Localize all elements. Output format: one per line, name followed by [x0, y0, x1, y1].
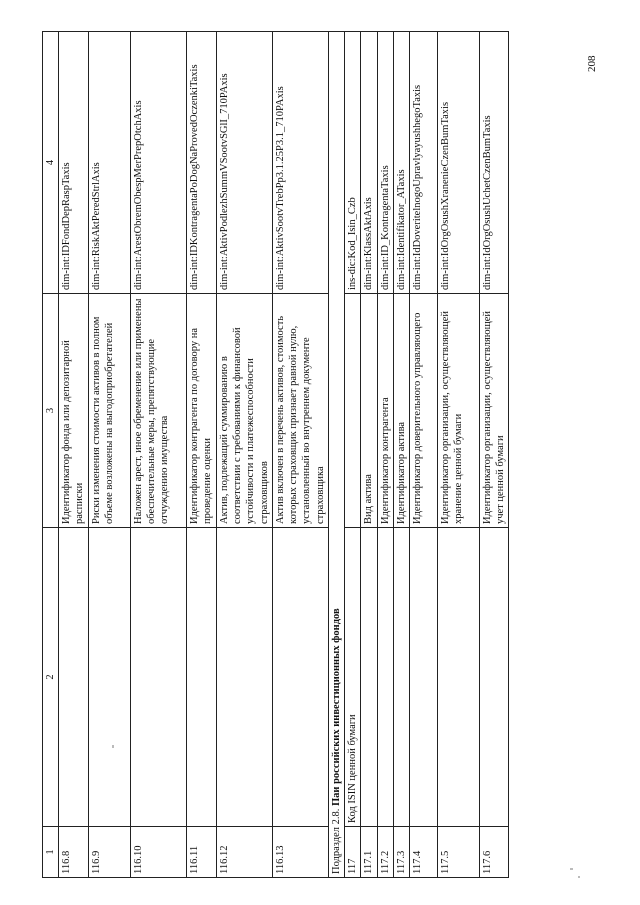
row-number: 116.9 — [89, 827, 131, 878]
row-description: Актив, подлежащий суммированию в соответствии с требованиями к финансовой устойчивости и платежеспособности страховщиков — [217, 294, 273, 528]
scan-mark — [570, 868, 573, 870]
header-col-4: 4 — [43, 32, 59, 294]
row-col-2: Код ISIN ценной бумаги — [345, 528, 361, 827]
table-row — [479, 32, 508, 878]
row-code: dim-int:AktivPodlezhSummVSootvSGlI_710PAxis — [217, 32, 273, 294]
rotated-page — [42, 60, 602, 878]
scan-mark — [578, 876, 580, 878]
row-code: dim-int:IDFondDepRaspTaxis — [59, 32, 89, 294]
table-row — [273, 32, 329, 878]
row-number: 117.2 — [377, 827, 393, 878]
row-description: Идентификатор организации, осуществляющей учет ценной бумаги — [479, 294, 508, 528]
row-col-2 — [409, 528, 437, 827]
row-description: Идентификатор контрагента — [377, 294, 393, 528]
row-code: dim-int:IdOrgOsushUchetCzenBumTaxis — [479, 32, 508, 294]
header-col-2: 2 — [43, 528, 59, 827]
row-description: Риски изменения стоимости активов в полном объеме возложены на выгодоприобретателей — [89, 294, 131, 528]
section-heading — [329, 32, 345, 878]
row-number: 117.4 — [409, 827, 437, 878]
row-col-2 — [393, 528, 409, 827]
table-row — [393, 32, 409, 878]
data-table — [42, 31, 509, 878]
row-code: dim-int:ArestObremObespMerPrepOtchAxis — [131, 32, 187, 294]
table-row — [409, 32, 437, 878]
row-number: 117 — [345, 827, 361, 878]
row-code: dim-int:KlassAktAxis — [361, 32, 377, 294]
table-row — [187, 32, 217, 878]
row-code: dim-int:IdDoveritelnogoUpravlyayushhegoTaxis — [409, 32, 437, 294]
row-col-2 — [187, 528, 217, 827]
row-number: 117.1 — [361, 827, 377, 878]
row-number: 116.8 — [59, 827, 89, 878]
section-prefix: Подраздел 2.8. — [331, 806, 343, 874]
row-col-2 — [89, 528, 131, 827]
row-col-2 — [437, 528, 479, 827]
row-col-2 — [377, 528, 393, 827]
row-col-2 — [273, 528, 329, 827]
row-code: dim-int:IdOrgOsushXranenieCzenBumTaxis — [437, 32, 479, 294]
row-description: Идентификатор фонда или депозитарной расписки — [59, 294, 89, 528]
scan-mark — [112, 745, 114, 748]
row-col-2 — [59, 528, 89, 827]
row-col-2 — [361, 528, 377, 827]
row-number: 117.6 — [479, 827, 508, 878]
header-col-3: 3 — [43, 294, 59, 528]
row-description: Идентификатор контрагента по договору на проведение оценки — [187, 294, 217, 528]
row-number: 116.12 — [217, 827, 273, 878]
table-row — [217, 32, 273, 878]
section-row — [329, 32, 345, 878]
row-description: Идентификатор актива — [393, 294, 409, 528]
section-title: Паи российских инвестиционных фондов — [331, 608, 343, 807]
table-row — [131, 32, 187, 878]
row-col-2 — [479, 528, 508, 827]
row-number: 116.13 — [273, 827, 329, 878]
row-code: dim-int:RiskAktPeredStrlAxis — [89, 32, 131, 294]
table-row — [89, 32, 131, 878]
row-description: Вид актива — [361, 294, 377, 528]
row-description: Идентификатор организации, осуществляющей хранение ценной бумаги — [437, 294, 479, 528]
table-row — [361, 32, 377, 878]
row-description: Актив включен в перечень активов, стоимость которых страховщик признает равной нулю, установленный во внутреннем документе страховщика — [273, 294, 329, 528]
row-description: Наложен арест, иное обременение или применены обеспечительные меры, препятствующие отчуждению имущества — [131, 294, 187, 528]
table-row — [377, 32, 393, 878]
table-row — [345, 32, 361, 878]
row-number: 116.11 — [187, 827, 217, 878]
row-code: dim-int:AktivSootvTrebPp3.1.25P3.1_710PAxis — [273, 32, 329, 294]
table-row — [59, 32, 89, 878]
row-code: dim-int:ID_KontragentaTaxis — [377, 32, 393, 294]
row-number: 117.3 — [393, 827, 409, 878]
header-row — [43, 32, 59, 878]
table-row — [437, 32, 479, 878]
row-number: 117.5 — [437, 827, 479, 878]
row-description: Идентификатор доверительного управляющего — [409, 294, 437, 528]
row-col-2 — [217, 528, 273, 827]
row-code: dim-int:Identifikator_ATaxis — [393, 32, 409, 294]
row-col-2 — [131, 528, 187, 827]
row-code: ins-dic:Kod_Isin_Czb — [345, 32, 361, 294]
row-code: dim-int:IDKontragentaPoDogNaProvedOczenkiTaxis — [187, 32, 217, 294]
header-col-1: 1 — [43, 827, 59, 878]
row-number: 116.10 — [131, 827, 187, 878]
page-number: 208 — [586, 55, 598, 72]
row-description — [345, 294, 361, 528]
